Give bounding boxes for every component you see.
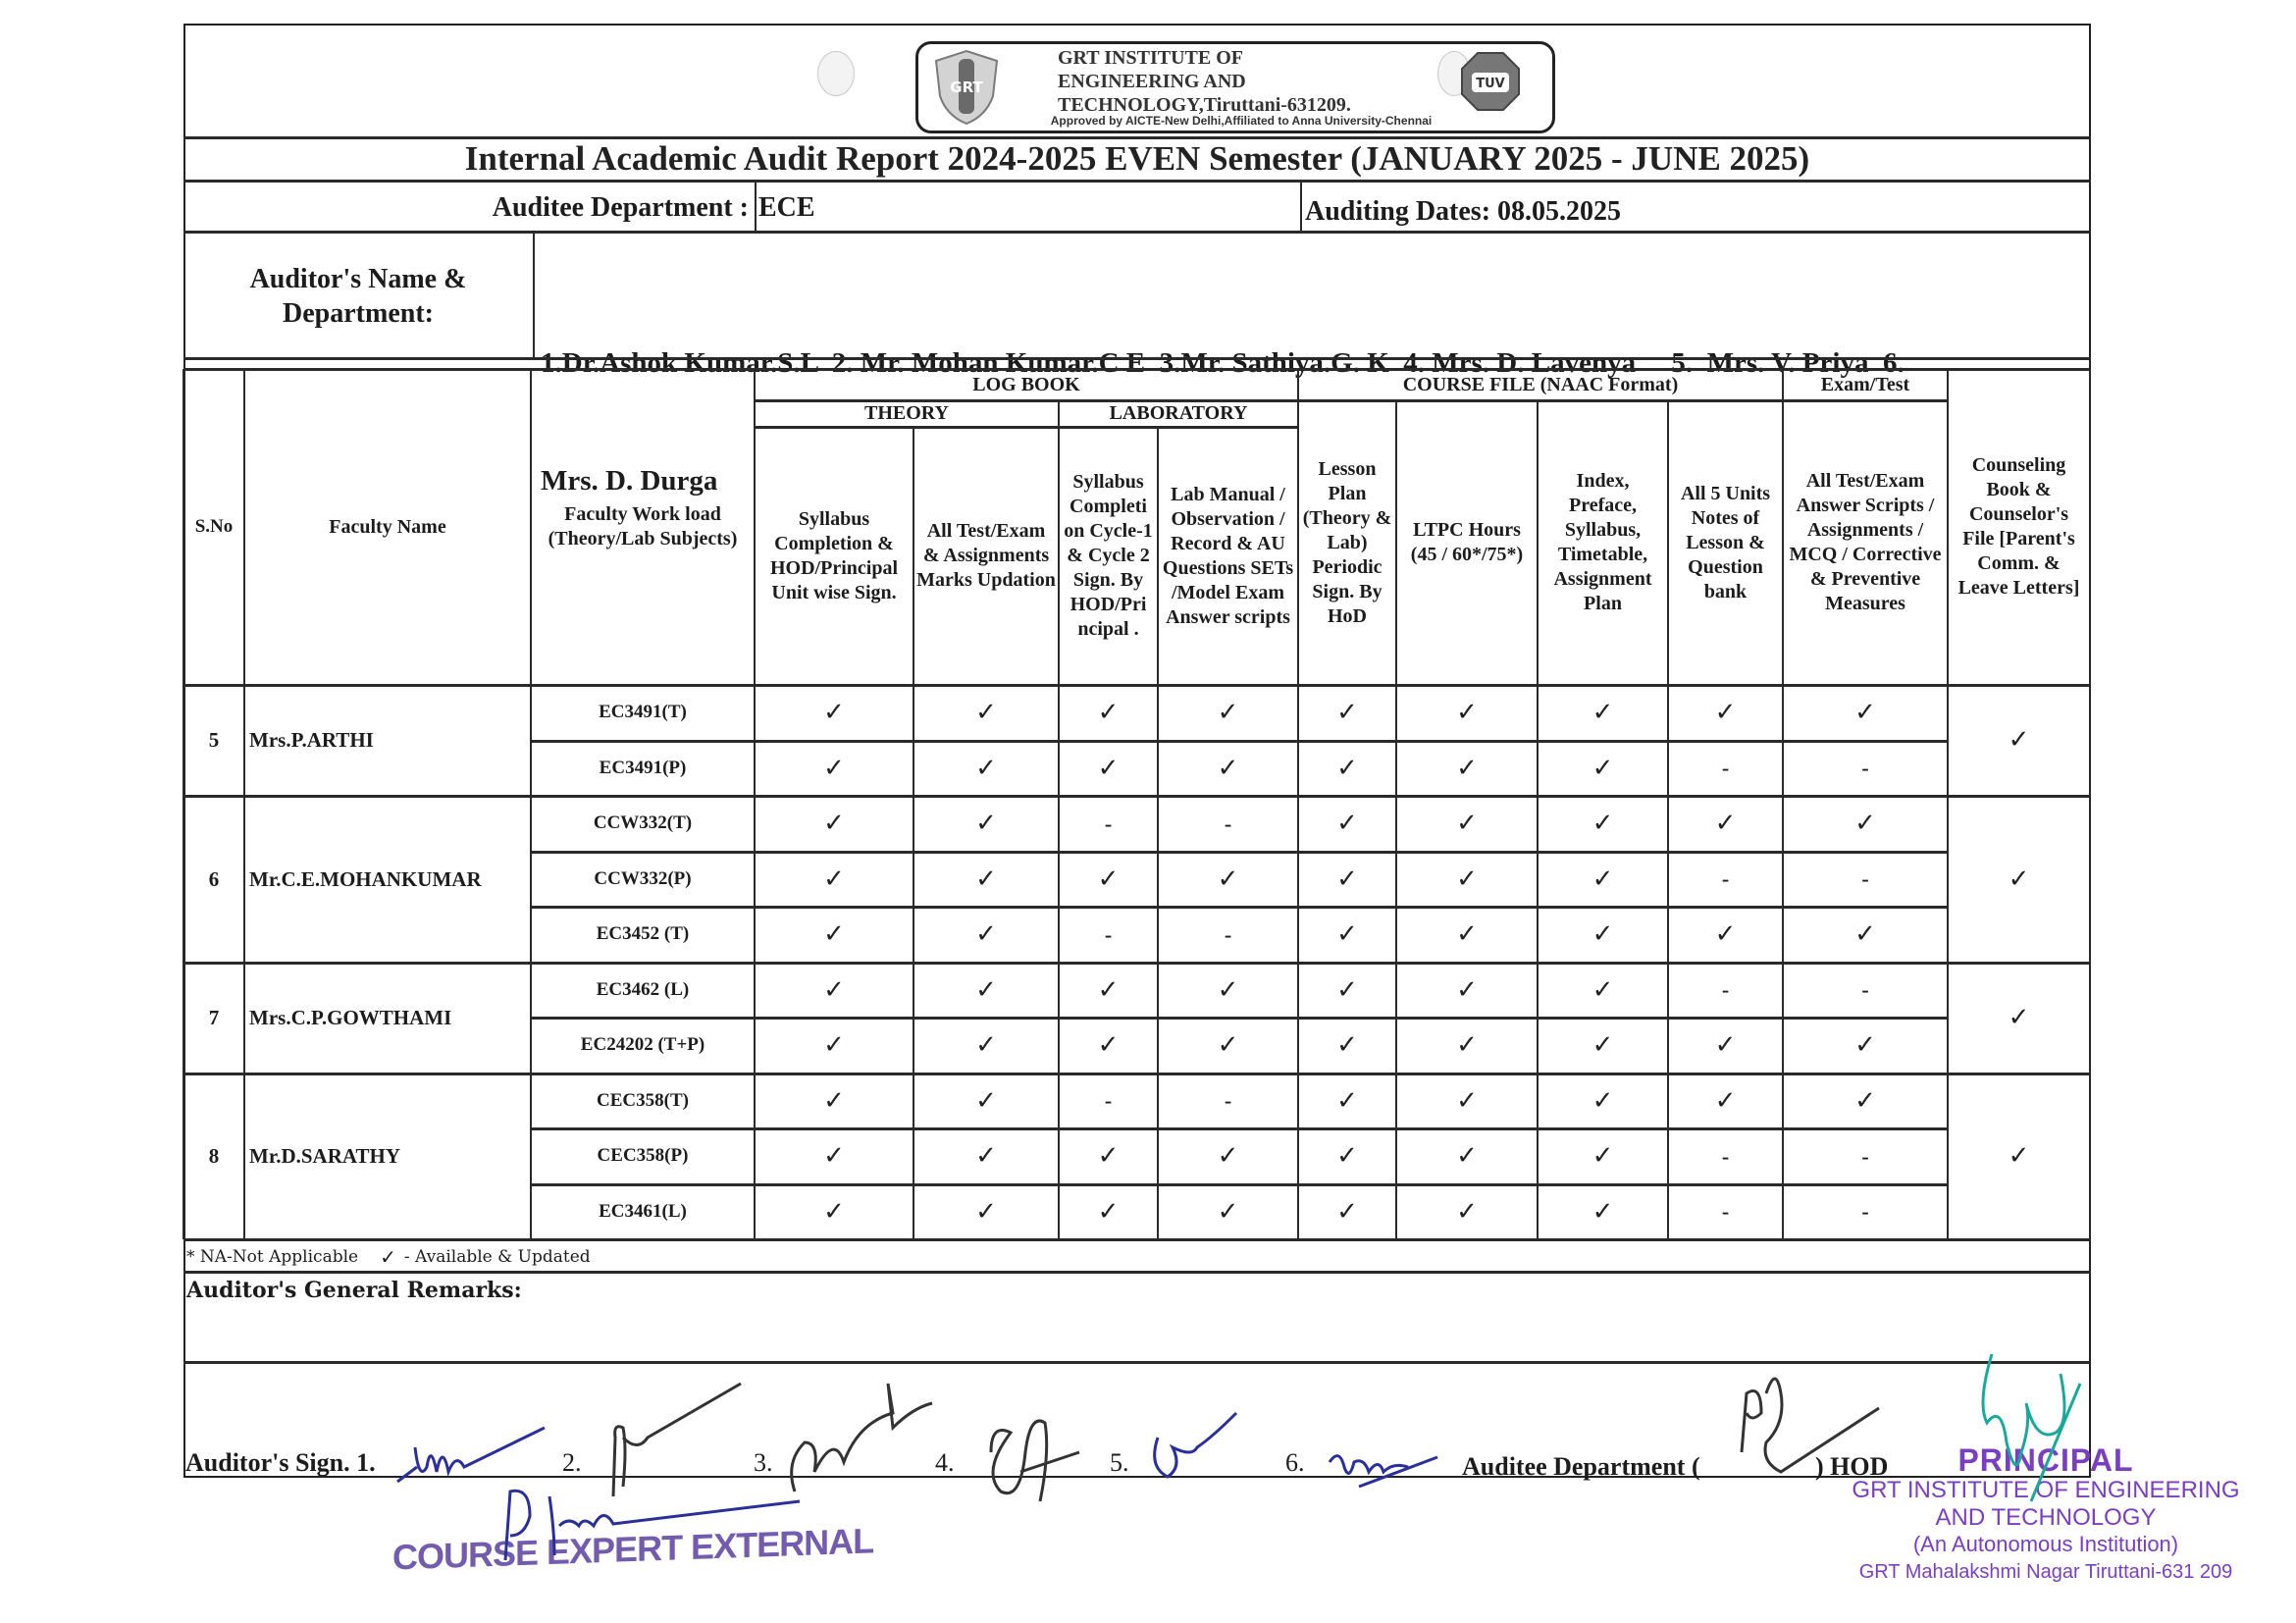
auditor-label-line-1: Auditor's Name & xyxy=(249,263,467,294)
tuv-badge-text: TUV xyxy=(1476,77,1505,91)
not-applicable-mark: - xyxy=(1224,1088,1232,1113)
check-mark-icon: ✓ xyxy=(975,1030,997,1060)
check-mark-icon: ✓ xyxy=(975,919,997,949)
subject-code: EC3491(P) xyxy=(599,757,687,778)
check-mark-icon: ✓ xyxy=(1456,919,1478,949)
subject-code: CCW332(T) xyxy=(593,812,693,834)
check-mark-icon: ✓ xyxy=(1097,698,1120,727)
check-mark-icon: ✓ xyxy=(1336,1141,1358,1171)
header-faculty-name: Faculty Name xyxy=(329,515,446,538)
column-header: Lesson Plan (Theory & Lab) Periodic Sign. By HoD xyxy=(1302,457,1392,627)
counseling-mark: ✓ xyxy=(2008,1002,2030,1032)
subject-code: CEC358(P) xyxy=(597,1145,689,1167)
check-mark-icon: ✓ xyxy=(1714,698,1737,727)
divider xyxy=(1300,181,1302,232)
check-mark-icon: ✓ xyxy=(1217,753,1239,783)
header-sno: S.No xyxy=(194,516,234,538)
subject-code: EC3491(T) xyxy=(599,702,687,723)
check-mark-icon: ✓ xyxy=(975,974,997,1005)
not-applicable-mark: - xyxy=(1721,977,1730,1002)
column-header: Syllabus Completion & HOD/Principal Unit wise Sign. xyxy=(770,507,898,603)
signature-principal xyxy=(1962,1344,2110,1511)
legend-check-meaning: - Available & Updated xyxy=(403,1247,591,1267)
principal-autonomous: (An Autonomous Institution) xyxy=(1912,1532,2179,1556)
check-mark-icon: ✓ xyxy=(1456,698,1478,727)
check-mark-icon: ✓ xyxy=(1217,1141,1239,1171)
check-mark-icon: ✓ xyxy=(823,919,845,949)
approval-text: Approved by AICTE-New Delhi,Affiliated to Anna University-Chennai xyxy=(1050,114,1433,128)
check-mark-icon: ✓ xyxy=(823,1196,845,1227)
faculty-sno: 7 xyxy=(208,1005,220,1029)
check-mark-icon: ✓ xyxy=(1217,864,1239,894)
sign-number-4: 4. xyxy=(935,1448,955,1477)
divider xyxy=(755,181,757,232)
faculty-name: Mrs.P.ARTHI xyxy=(249,728,374,753)
remarks-field[interactable] xyxy=(186,1310,2085,1359)
sign-number-5: 5. xyxy=(1110,1448,1129,1477)
check-mark-icon: ✓ xyxy=(823,974,845,1005)
check-mark-icon: ✓ xyxy=(1336,864,1358,894)
check-mark-icon: ✓ xyxy=(1336,974,1358,1005)
divider xyxy=(533,232,535,359)
institute-line-3: TECHNOLOGY,Tiruttani-631209. xyxy=(1058,94,1351,116)
check-mark-icon: ✓ xyxy=(1714,1085,1737,1116)
auditor-sign-label: Auditor's Sign. 1. xyxy=(185,1448,376,1477)
institute-name xyxy=(1058,46,1470,117)
check-mark-icon: ✓ xyxy=(1217,974,1239,1005)
check-mark-icon: ✓ xyxy=(1456,753,1478,783)
subject-code: CEC358(T) xyxy=(597,1089,689,1111)
check-mark-icon: ✓ xyxy=(1592,753,1614,783)
divider xyxy=(183,357,2091,360)
course-expert-stamp: COURSE EXPERT EXTERNAL xyxy=(392,1520,874,1578)
check-mark-icon: ✓ xyxy=(1854,1030,1876,1060)
check-mark-icon: ✓ xyxy=(823,1085,845,1116)
sign-number-2: 2. xyxy=(562,1448,582,1477)
header-log-book: LOG BOOK xyxy=(972,373,1080,395)
check-mark-icon: ✓ xyxy=(1336,1196,1358,1227)
remarks-label: Auditor's General Remarks: xyxy=(186,1278,522,1303)
check-mark-icon: ✓ xyxy=(1097,1141,1120,1171)
counseling-mark: ✓ xyxy=(2008,864,2030,894)
check-mark-icon: ✓ xyxy=(823,753,845,783)
subject-code: EC24202 (T+P) xyxy=(580,1034,705,1056)
sign-number-3: 3. xyxy=(754,1448,773,1477)
not-applicable-mark: - xyxy=(1861,866,1869,891)
hod-label: ) HOD xyxy=(1815,1452,1889,1481)
check-mark-icon: ✓ xyxy=(1456,974,1478,1005)
principal-institute: GRT INSTITUTE OF ENGINEERING xyxy=(1852,1477,2240,1503)
not-applicable-mark: - xyxy=(1104,811,1113,836)
check-mark-icon: ✓ xyxy=(1854,698,1876,727)
check-mark-icon: ✓ xyxy=(1336,809,1358,838)
check-mark-icon: ✓ xyxy=(975,753,997,783)
check-mark-icon: ✓ xyxy=(823,1141,845,1171)
check-mark-icon: ✓ xyxy=(1714,1030,1737,1060)
header-course-file: COURSE FILE (NAAC Format) xyxy=(1402,373,1679,395)
check-mark-icon: ✓ xyxy=(975,1085,997,1116)
not-applicable-mark: - xyxy=(1104,1088,1113,1113)
tuv-certification-icon xyxy=(1460,51,1521,112)
column-header: Syllabus Completi on Cycle-1 & Cycle 2 Sign. By HOD/Pri ncipal . xyxy=(1064,471,1153,640)
not-applicable-mark: - xyxy=(1721,1143,1730,1169)
signature-auditor-6 xyxy=(1320,1442,1447,1492)
header-theory: THEORY xyxy=(864,402,949,424)
check-mark-icon: ✓ xyxy=(823,1030,845,1060)
faculty-sno: 6 xyxy=(208,866,220,891)
faculty-name: Mr.C.E.MOHANKUMAR xyxy=(249,866,482,891)
auditing-dates: Auditing Dates: 08.05.2025 xyxy=(1305,195,1622,227)
auditor-names-line-2: Mrs. D. Durga xyxy=(541,465,718,497)
not-applicable-mark: - xyxy=(1861,977,1869,1002)
grt-badge-text: GRT xyxy=(950,79,983,96)
check-mark-icon: ✓ xyxy=(1336,753,1358,783)
signature-auditor-5 xyxy=(1138,1408,1246,1487)
subject-code: CCW332(P) xyxy=(594,867,692,889)
not-applicable-mark: - xyxy=(1861,1143,1869,1169)
check-mark-icon: ✓ xyxy=(1456,1030,1478,1060)
check-mark-icon: ✓ xyxy=(1592,698,1614,727)
subject-code: EC3461(L) xyxy=(599,1200,687,1222)
auditee-department-label: Auditee Department : xyxy=(492,191,749,223)
legend-check-icon: ✓ xyxy=(380,1245,396,1269)
column-header: All Test/Exam Answer Scripts / Assignments / MCQ / Corrective & Preventive Measures xyxy=(1789,470,1942,614)
check-mark-icon: ✓ xyxy=(1854,1085,1876,1116)
institute-line-2: ENGINEERING AND xyxy=(1058,71,1246,92)
divider xyxy=(183,1271,2091,1274)
faculty-sno: 5 xyxy=(208,728,220,753)
column-header-counseling: Counseling Book & Counselor's File [Parent's Comm. & Leave Letters] xyxy=(1957,454,2080,599)
column-header: Index, Preface, Syllabus, Timetable, Assignment Plan xyxy=(1553,470,1652,614)
auditee-department-value: ECE xyxy=(758,191,815,223)
check-mark-icon: ✓ xyxy=(1456,809,1478,838)
not-applicable-mark: - xyxy=(1721,756,1730,780)
principal-address: GRT Mahalakshmi Nagar Tiruttani-631 209 xyxy=(1858,1561,2233,1583)
check-mark-icon: ✓ xyxy=(823,864,845,894)
header-workload: Faculty Work load (Theory/Lab Subjects) xyxy=(548,503,738,550)
check-mark-icon: ✓ xyxy=(1854,919,1876,949)
faculty-name: Mrs.C.P.GOWTHAMI xyxy=(249,1005,452,1029)
check-mark-icon: ✓ xyxy=(1592,864,1614,894)
check-mark-icon: ✓ xyxy=(1854,809,1876,838)
check-mark-icon: ✓ xyxy=(1217,1030,1239,1060)
signature-course-expert xyxy=(486,1477,819,1565)
check-mark-icon: ✓ xyxy=(1456,1085,1478,1116)
legend-na: * NA-Not Applicable xyxy=(186,1247,359,1267)
not-applicable-mark: - xyxy=(1224,811,1232,836)
auditee-dept-sign-label: Auditee Department ( xyxy=(1462,1452,1700,1481)
check-mark-icon: ✓ xyxy=(1456,1196,1478,1227)
not-applicable-mark: - xyxy=(1224,921,1232,947)
check-mark-icon: ✓ xyxy=(975,809,997,838)
check-mark-icon: ✓ xyxy=(1336,1085,1358,1116)
check-mark-icon: ✓ xyxy=(1217,1196,1239,1227)
principal-title: PRINCIPAL xyxy=(1957,1442,2134,1478)
check-mark-icon: ✓ xyxy=(1456,1141,1478,1171)
check-mark-icon: ✓ xyxy=(975,1196,997,1227)
check-mark-icon: ✓ xyxy=(1097,1030,1120,1060)
check-mark-icon: ✓ xyxy=(1714,809,1737,838)
check-mark-icon: ✓ xyxy=(1097,1196,1120,1227)
check-mark-icon: ✓ xyxy=(1592,1141,1614,1171)
auditor-name-label xyxy=(183,234,533,358)
check-mark-icon: ✓ xyxy=(1592,1085,1614,1116)
counseling-mark: ✓ xyxy=(2008,1141,2030,1171)
check-mark-icon: ✓ xyxy=(1097,864,1120,894)
counseling-mark: ✓ xyxy=(2008,725,2030,756)
check-mark-icon: ✓ xyxy=(1217,698,1239,727)
check-mark-icon: ✓ xyxy=(975,1141,997,1171)
column-header: Lab Manual / Observation / Record & AU Questions SETs /Model Exam Answer scripts xyxy=(1162,483,1294,628)
principal-institute-2: AND TECHNOLOGY xyxy=(1935,1504,2157,1531)
legend xyxy=(186,1242,591,1272)
check-mark-icon: ✓ xyxy=(1097,753,1120,783)
column-header: All 5 Units Notes of Lesson & Question bank xyxy=(1680,482,1771,602)
check-mark-icon: ✓ xyxy=(823,698,845,727)
subject-code: EC3462 (L) xyxy=(596,978,690,1000)
check-mark-icon: ✓ xyxy=(823,809,845,838)
not-applicable-mark: - xyxy=(1721,1199,1730,1224)
not-applicable-mark: - xyxy=(1861,1199,1869,1224)
check-mark-icon: ✓ xyxy=(975,698,997,727)
subject-code: EC3452 (T) xyxy=(596,923,690,945)
hole-punch-mark-left xyxy=(817,51,855,96)
header-laboratory: LABORATORY xyxy=(1109,402,1248,424)
check-mark-icon: ✓ xyxy=(1592,974,1614,1005)
check-mark-icon: ✓ xyxy=(1592,1030,1614,1060)
check-mark-icon: ✓ xyxy=(1592,809,1614,838)
check-mark-icon: ✓ xyxy=(1336,919,1358,949)
auditor-label-line-2: Department: xyxy=(283,297,434,329)
check-mark-icon: ✓ xyxy=(1592,1196,1614,1227)
not-applicable-mark: - xyxy=(1104,921,1113,947)
sign-number-6: 6. xyxy=(1285,1448,1305,1477)
check-mark-icon: ✓ xyxy=(975,864,997,894)
check-mark-icon: ✓ xyxy=(1336,698,1358,727)
auditor-names-line-1: 1.Dr.Ashok Kumar.S.L 2. Mr. Mohan Kumar.C E 3.Mr. Sathiya.G. K 4. Mrs. D. Lavenya 5. Mrs. V. Priya 6. xyxy=(541,347,1905,379)
header-exam-test: Exam/Test xyxy=(1820,373,1910,395)
institute-line-1: GRT INSTITUTE OF xyxy=(1058,47,1243,69)
check-mark-icon: ✓ xyxy=(1714,919,1737,949)
not-applicable-mark: - xyxy=(1861,756,1869,780)
check-mark-icon: ✓ xyxy=(1336,1030,1358,1060)
column-header: All Test/Exam & Assignments Marks Updation xyxy=(916,520,1056,591)
check-mark-icon: ✓ xyxy=(1456,864,1478,894)
group-rule xyxy=(183,1238,2090,1241)
report-title: Internal Academic Audit Report 2024-2025 EVEN Semester (JANUARY 2025 - JUNE 2025) xyxy=(464,139,1810,179)
signature-auditor-4 xyxy=(971,1393,1099,1511)
check-mark-icon: ✓ xyxy=(1592,919,1614,949)
not-applicable-mark: - xyxy=(1721,866,1730,891)
faculty-sno: 8 xyxy=(208,1144,220,1169)
faculty-name: Mr.D.SARATHY xyxy=(249,1144,401,1169)
column-header: LTPC Hours (45 / 60*/75*) xyxy=(1410,519,1524,565)
check-mark-icon: ✓ xyxy=(1097,974,1120,1005)
